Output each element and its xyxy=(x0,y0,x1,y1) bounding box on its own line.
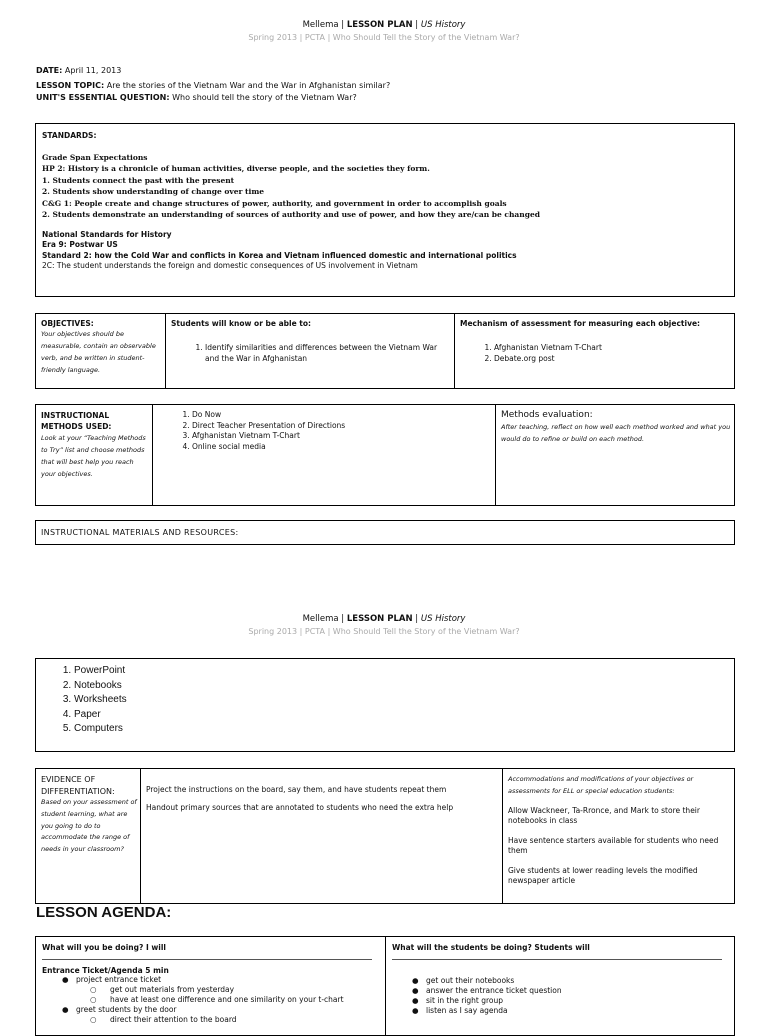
agenda-section: Entrance Ticket/Agenda 5 min xyxy=(42,966,169,975)
list-item: 1. Identify similarities and differences between the Vietnam War and the War in Afghanistan xyxy=(205,343,449,364)
separator: | xyxy=(415,20,419,30)
topic-value: Are the stories of the Vietnam War and the War in Afghanistan similar? xyxy=(106,81,391,90)
list-item: 4. Online social media xyxy=(192,442,488,453)
list-item: 3. Worksheets xyxy=(74,693,127,708)
divider xyxy=(392,959,722,960)
question-value: Who should tell the story of the Vietnam War? xyxy=(172,93,357,102)
assessment-cell xyxy=(460,319,732,364)
list-item: ● listen as I say agenda xyxy=(412,1006,508,1015)
accommodations-note: Accommodations and modifications of your objectives or assessments for ELL or special education students: xyxy=(508,775,694,795)
separator: | xyxy=(341,614,345,624)
list-item: 1. Afghanistan Vietnam T-Chart xyxy=(494,343,732,354)
list-item: ○ get out materials from yesterday xyxy=(90,985,235,994)
standard-line: 1. Students connect the past with the present xyxy=(42,175,235,185)
page-subheader-2: Spring 2013 | PCTA | Who Should Tell the Story of the Vietnam War? xyxy=(248,627,520,636)
evidence-title-2: DIFFERENTIATION: xyxy=(41,786,115,796)
question-label: UNIT'S ESSENTIAL QUESTION: xyxy=(36,93,170,102)
materials-list xyxy=(42,664,127,737)
list-item: ○ have at least one difference and one similarity on your t-chart xyxy=(90,995,344,1004)
author: Mellema xyxy=(302,20,339,30)
date-line xyxy=(36,66,121,75)
objectives-know-cell xyxy=(171,319,449,364)
methods-eval-cell xyxy=(501,410,731,445)
methods-box xyxy=(35,404,735,506)
list-item: 5. Computers xyxy=(74,722,127,737)
know-list xyxy=(171,343,449,364)
agenda-left-cell xyxy=(42,943,378,1025)
list-item: ● sit in the right group xyxy=(412,996,504,1005)
page-subheader: Spring 2013 | PCTA | Who Should Tell the Story of the Vietnam War? xyxy=(248,33,520,42)
materials-list-box xyxy=(35,658,735,752)
standard-2c: 2C: The student understands the foreign and domestic consequences of US involvement in Vietnam xyxy=(42,261,418,271)
agenda-left-list xyxy=(42,975,378,1025)
objectives-title: OBJECTIVES: xyxy=(41,319,94,328)
separator: | xyxy=(341,20,345,30)
list-item: 4. Paper xyxy=(74,708,127,723)
topic-line xyxy=(36,81,390,90)
list-item: ● project entrance ticket xyxy=(62,975,162,984)
list-item: 1. Do Now xyxy=(192,410,488,421)
date-label: DATE: xyxy=(36,66,63,75)
list-item: ○ direct their attention to the board xyxy=(90,1015,237,1024)
divider xyxy=(42,959,372,960)
differentiation-middle-cell xyxy=(146,785,496,813)
nat-title: National Standards for History xyxy=(42,230,172,239)
materials-title: INSTRUCTIONAL MATERIALS AND RESOURCES: xyxy=(41,528,239,537)
evidence-note: Based on your assessment of student learning, what are you going to do to accommodate the range of needs in your classroom? xyxy=(41,798,137,854)
page-header xyxy=(0,20,768,30)
list-item: 2. Direct Teacher Presentation of Directions xyxy=(192,421,488,432)
accommodation-item: Have sentence starters available for students who need them xyxy=(508,836,719,855)
methods-title-1: INSTRUCTIONAL xyxy=(41,411,110,420)
standard-2: Standard 2: how the Cold War and conflicts in Korea and Vietnam influenced domestic and international politics xyxy=(42,250,517,260)
doc-type: LESSON PLAN xyxy=(346,614,413,624)
standards-body xyxy=(42,152,728,220)
list-item: 1. PowerPoint xyxy=(74,664,127,679)
agenda-left-title: What will you be doing? I will xyxy=(42,943,166,952)
list-item: ● greet students by the door xyxy=(62,1005,177,1014)
evidence-title-1: EVIDENCE OF xyxy=(41,775,96,784)
standards-box xyxy=(35,123,735,297)
methods-list-cell xyxy=(158,410,488,452)
list-item: ● answer the entrance ticket question xyxy=(412,986,562,995)
era: Era 9: Postwar US xyxy=(42,240,118,250)
differentiation-box xyxy=(35,768,735,904)
list-item: ● get out their notebooks xyxy=(412,976,515,985)
standard-line: 2. Students demonstrate an understanding of sources of authority and use of power, and how they are/can be changed xyxy=(42,210,540,220)
list-item: 2. Notebooks xyxy=(74,679,127,694)
standard-line: 2. Students show understanding of change over time xyxy=(42,187,265,197)
page-header-2 xyxy=(0,614,768,624)
materials-title-box xyxy=(35,520,735,545)
agenda-box xyxy=(35,936,735,1036)
objectives-box xyxy=(35,313,735,389)
methods-note: Look at your “Teaching Methods to Try” list and choose methods that will best help you reach your objectives. xyxy=(41,434,146,478)
gse-title: Grade Span Expectations xyxy=(42,153,148,162)
methods-eval-title: Methods evaluation: xyxy=(501,410,593,420)
methods-label-cell xyxy=(41,410,149,480)
methods-eval-note: After teaching, reflect on how well each method worked and what you would do to refine or build on each method. xyxy=(501,423,731,443)
agenda-right-cell xyxy=(392,943,728,1016)
differentiation-label-cell xyxy=(41,774,137,856)
diff-item: Project the instructions on the board, say them, and have students repeat them xyxy=(146,785,447,794)
topic-label: LESSON TOPIC: xyxy=(36,81,105,90)
course: US History xyxy=(420,614,466,624)
accommodation-item: Give students at lower reading levels the modified newspaper article xyxy=(508,866,698,885)
date-value: April 11, 2013 xyxy=(64,66,122,75)
assessment-title: Mechanism of assessment for measuring each objective: xyxy=(460,319,701,328)
know-title: Students will know or be able to: xyxy=(171,319,312,328)
standards-title: STANDARDS: xyxy=(42,131,97,140)
list-item: 2. Debate.org post xyxy=(494,354,732,365)
separator: | xyxy=(415,614,419,624)
objectives-label-cell xyxy=(41,319,161,376)
objectives-note: Your objectives should be measurable, contain an observable verb, and be written in student-friendly language. xyxy=(41,330,156,374)
lesson-agenda-title: LESSON AGENDA: xyxy=(36,904,172,921)
standard-line: C&G 1: People create and change structures of power, authority, and government in order to accomplish goals xyxy=(42,198,507,208)
agenda-right-list xyxy=(392,976,728,1016)
diff-item: Handout primary sources that are annotated to students who need the extra help xyxy=(146,803,454,812)
author: Mellema xyxy=(302,614,339,624)
doc-type: LESSON PLAN xyxy=(346,20,413,30)
agenda-right-title: What will the students be doing? Students will xyxy=(392,943,590,952)
course: US History xyxy=(420,20,466,30)
methods-list xyxy=(158,410,488,452)
list-item: 3. Afghanistan Vietnam T-Chart xyxy=(192,431,488,442)
accommodation-item: Allow Wackneer, Ta-Rronce, and Mark to store their notebooks in class xyxy=(508,806,700,825)
national-standards xyxy=(42,230,732,272)
accommodations-cell xyxy=(508,774,730,886)
essential-question-line xyxy=(36,93,357,102)
assessment-list xyxy=(460,343,732,364)
standard-line: HP 2: History is a chronicle of human activities, diverse people, and the societies they form. xyxy=(42,164,430,174)
methods-title-2: METHODS USED: xyxy=(41,422,112,431)
